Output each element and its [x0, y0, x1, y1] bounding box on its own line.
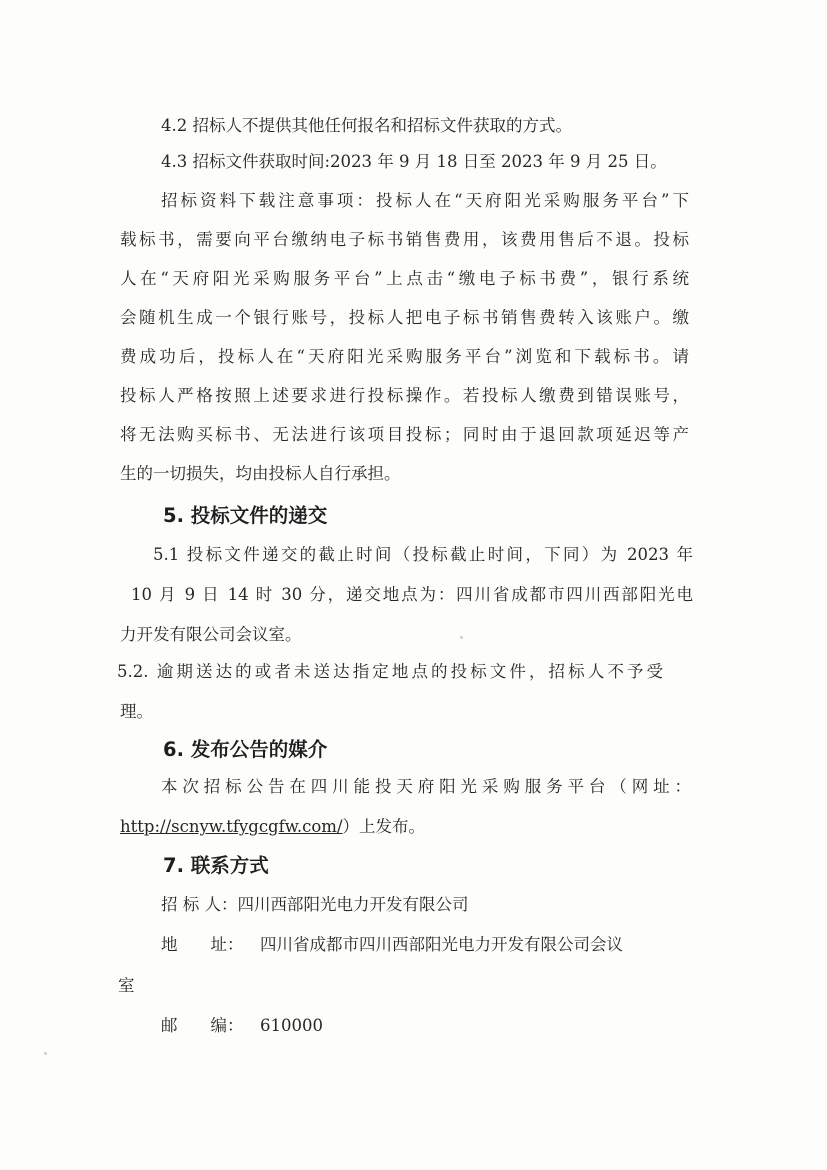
- scan-speck: [460, 636, 463, 639]
- item-5-2-line: 5.2. 逾期送达的或者未送达指定地点的投标文件，招标人不予受: [117, 662, 663, 681]
- item-5-1-line: 5.1 投标文件递交的截止时间（投标截止时间，下同）为 2023 年: [153, 545, 693, 564]
- item-4-2: 4.2 招标人不提供其他任何报名和招标文件获取的方式。: [161, 116, 572, 135]
- media-line: 本次招标公告在四川能投天府阳光采购服务平台（网址：: [161, 777, 691, 796]
- tenderer-label: 招 标 人：: [161, 895, 238, 914]
- address-label: 地 址：: [161, 935, 244, 954]
- notes-line: 会随机生成一个银行账号，投标人把电子标书销售费转入该账户。缴: [120, 308, 689, 327]
- tenderer-value: 四川西部阳光电力开发有限公司: [237, 895, 469, 914]
- section-6-heading: 6. 发布公告的媒介: [163, 738, 328, 761]
- item-5-1-line: 力开发有限公司会议室。: [120, 625, 302, 644]
- item-5-1-line: 10 月 9 日 14 时 30 分，递交地点为：四川省成都市四川西部阳光电: [131, 585, 693, 604]
- item-5-2-line: 理。: [120, 702, 153, 721]
- section-7-heading: 7. 联系方式: [163, 854, 269, 877]
- scan-speck: [44, 1052, 47, 1055]
- tenderer-row: [161, 894, 469, 916]
- media-suffix: ）上发布。: [342, 817, 426, 836]
- notes-line: 生的一切损失，均由投标人自行承担。: [120, 464, 401, 483]
- address-row: [161, 934, 623, 956]
- address-continuation: 室: [118, 976, 135, 995]
- item-4-3: 4.3 招标文件获取时间:2023 年 9 月 18 日至 2023 年 9 月 25 日。: [161, 152, 667, 171]
- notes-line: 将无法购买标书、无法进行该项目投标；同时由于退回款项延迟等产: [120, 425, 689, 444]
- platform-url-link[interactable]: http://scnyw.tfygcgfw.com/: [120, 817, 343, 836]
- notes-line: 费成功后，投标人在“天府阳光采购服务平台”浏览和下载标书。请: [120, 347, 689, 366]
- section-5-heading: 5. 投标文件的递交: [163, 504, 328, 527]
- notes-line: 人在“天府阳光采购服务平台”上点击“缴电子标书费”，银行系统: [120, 269, 689, 288]
- notes-line: 招标资料下载注意事项：投标人在“天府阳光采购服务平台”下: [161, 191, 689, 210]
- media-line-2: [120, 816, 425, 838]
- notes-line: 投标人严格按照上述要求进行投标操作。若投标人缴费到错误账号，: [120, 386, 689, 405]
- postcode-label: 邮 编：: [161, 1016, 244, 1035]
- notes-line: 载标书，需要向平台缴纳电子标书销售费用，该费用售后不退。投标: [120, 230, 689, 249]
- postcode-row: [161, 1015, 323, 1037]
- address-value: 四川省成都市四川西部阳光电力开发有限公司会议: [260, 935, 623, 954]
- postcode-value: 610000: [260, 1016, 323, 1035]
